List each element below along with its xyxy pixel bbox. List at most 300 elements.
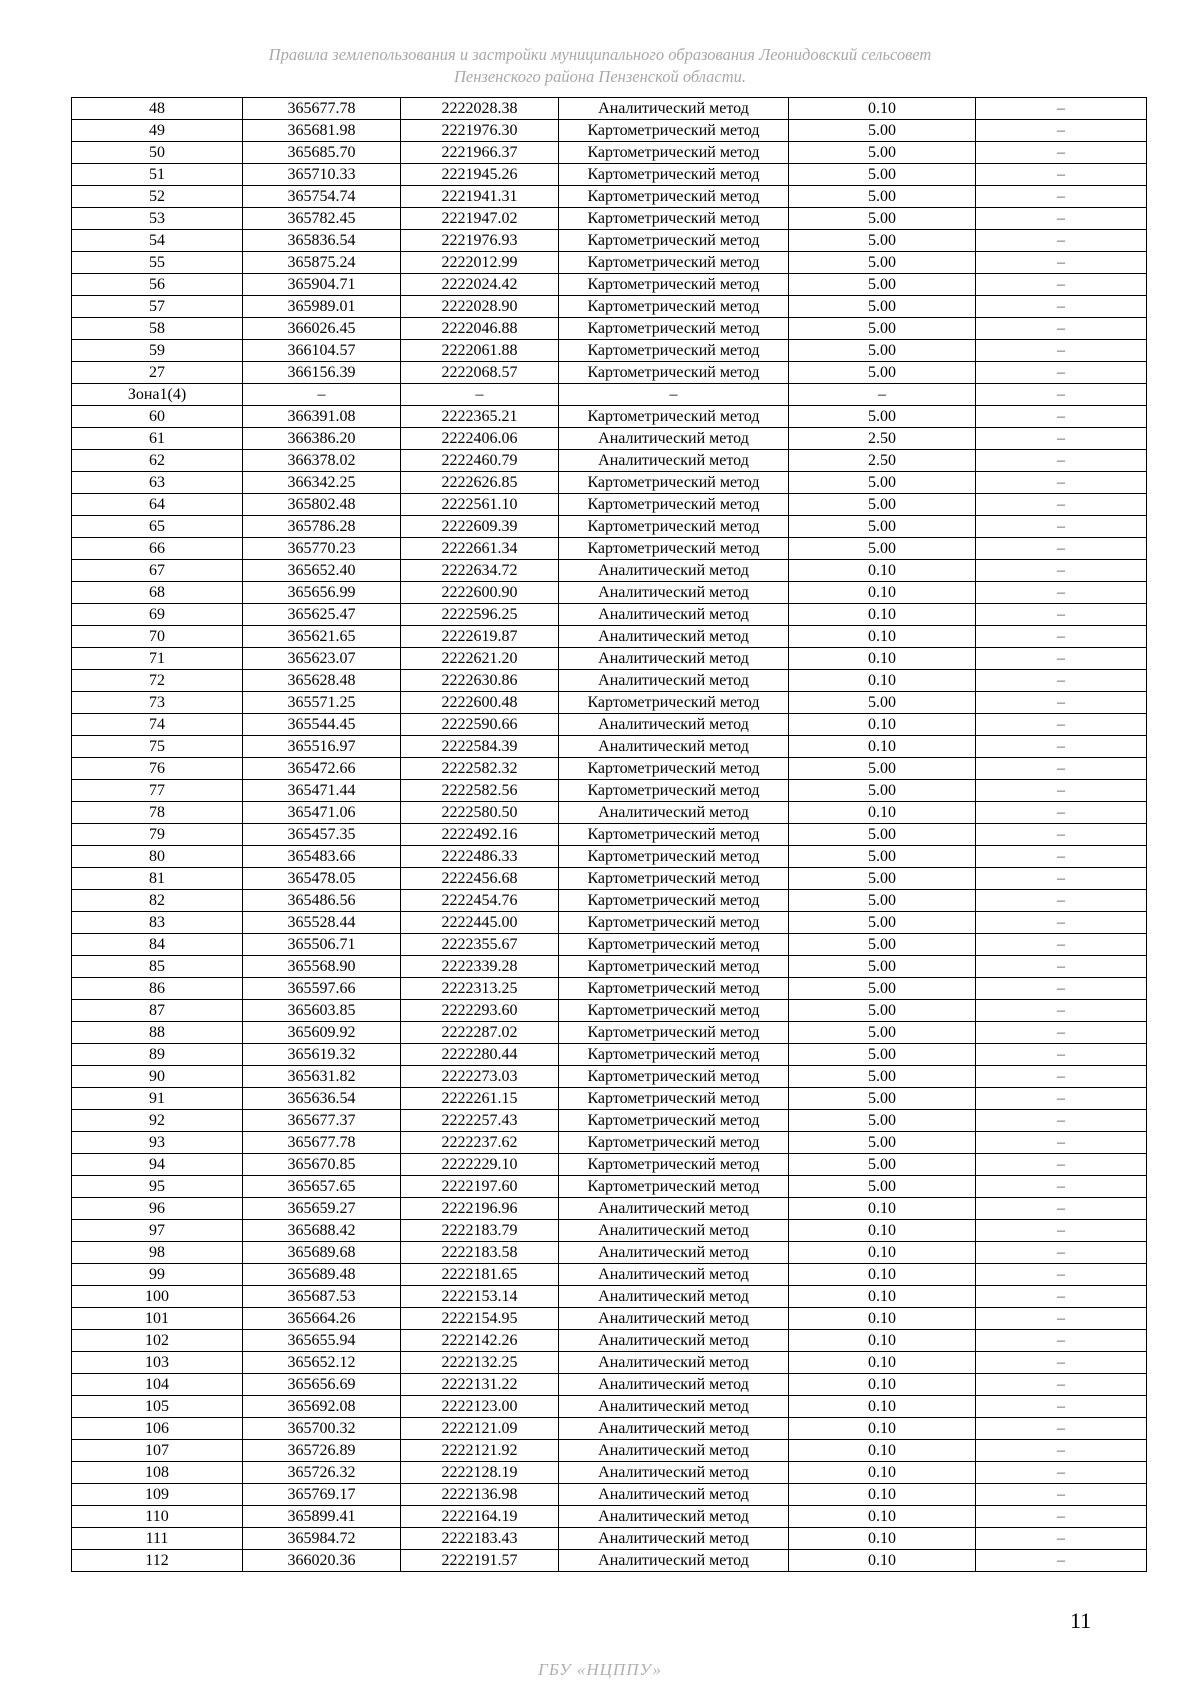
x-coordinate-cell: 365652.40: [243, 560, 401, 582]
point-id-cell: 57: [72, 296, 243, 318]
description-cell: –: [976, 164, 1147, 186]
x-coordinate-cell: 365899.41: [243, 1506, 401, 1528]
table-row: [72, 714, 1147, 736]
method-cell: Аналитический метод: [559, 1286, 789, 1308]
x-coordinate-cell: 365609.92: [243, 1022, 401, 1044]
method-cell: Аналитический метод: [559, 1550, 789, 1572]
method-cell: Аналитический метод: [559, 98, 789, 120]
description-cell: –: [976, 736, 1147, 758]
x-coordinate-cell: 365471.44: [243, 780, 401, 802]
table-row: [72, 1088, 1147, 1110]
y-coordinate-cell: 2222273.03: [401, 1066, 559, 1088]
x-coordinate-cell: 365623.07: [243, 648, 401, 670]
y-coordinate-cell: 2221966.37: [401, 142, 559, 164]
accuracy-cell: 5.00: [789, 1044, 976, 1066]
table-row: [72, 1462, 1147, 1484]
y-coordinate-cell: 2222600.90: [401, 582, 559, 604]
table-row: [72, 692, 1147, 714]
y-coordinate-cell: 2222061.88: [401, 340, 559, 362]
point-id-cell: 75: [72, 736, 243, 758]
x-coordinate-cell: 365655.94: [243, 1330, 401, 1352]
table-row: [72, 648, 1147, 670]
point-id-cell: 81: [72, 868, 243, 890]
y-coordinate-cell: 2222229.10: [401, 1154, 559, 1176]
accuracy-cell: 5.00: [789, 186, 976, 208]
description-cell: –: [976, 1044, 1147, 1066]
description-cell: –: [976, 296, 1147, 318]
description-cell: –: [976, 912, 1147, 934]
point-id-cell: 90: [72, 1066, 243, 1088]
accuracy-cell: 2.50: [789, 428, 976, 450]
x-coordinate-cell: 365802.48: [243, 494, 401, 516]
table-row: [72, 1066, 1147, 1088]
table-row: [72, 560, 1147, 582]
accuracy-cell: 5.00: [789, 1176, 976, 1198]
document-footer: ГБУ «НЦППУ»: [538, 1660, 662, 1679]
point-id-cell: 65: [72, 516, 243, 538]
method-cell: Аналитический метод: [559, 714, 789, 736]
x-coordinate-cell: 365619.32: [243, 1044, 401, 1066]
accuracy-cell: 0.10: [789, 1418, 976, 1440]
x-coordinate-cell: 366156.39: [243, 362, 401, 384]
description-cell: –: [976, 252, 1147, 274]
y-coordinate-cell: 2222293.60: [401, 1000, 559, 1022]
method-cell: Аналитический метод: [559, 582, 789, 604]
y-coordinate-cell: 2222661.34: [401, 538, 559, 560]
point-id-cell: 89: [72, 1044, 243, 1066]
method-cell: Картометрический метод: [559, 362, 789, 384]
table-row: [72, 1418, 1147, 1440]
y-coordinate-cell: 2222196.96: [401, 1198, 559, 1220]
point-id-cell: 96: [72, 1198, 243, 1220]
accuracy-cell: 0.10: [789, 736, 976, 758]
point-id-cell: 50: [72, 142, 243, 164]
coordinates-table: [71, 97, 1147, 1572]
table-row: [72, 1044, 1147, 1066]
x-coordinate-cell: 365471.06: [243, 802, 401, 824]
accuracy-cell: 0.10: [789, 582, 976, 604]
description-cell: –: [976, 1550, 1147, 1572]
point-id-cell: 86: [72, 978, 243, 1000]
y-coordinate-cell: 2222365.21: [401, 406, 559, 428]
point-id-cell: 110: [72, 1506, 243, 1528]
x-coordinate-cell: 365664.26: [243, 1308, 401, 1330]
description-cell: –: [976, 714, 1147, 736]
y-coordinate-cell: 2222237.62: [401, 1132, 559, 1154]
method-cell: Аналитический метод: [559, 1396, 789, 1418]
x-coordinate-cell: 365486.56: [243, 890, 401, 912]
accuracy-cell: 5.00: [789, 494, 976, 516]
table-row: [72, 318, 1147, 340]
y-coordinate-cell: 2221976.30: [401, 120, 559, 142]
x-coordinate-cell: 365688.42: [243, 1220, 401, 1242]
point-id-cell: 112: [72, 1550, 243, 1572]
method-cell: –: [559, 384, 789, 406]
table-row: [72, 890, 1147, 912]
document-header: [0, 44, 1200, 88]
method-cell: Картометрический метод: [559, 868, 789, 890]
description-cell: –: [976, 1528, 1147, 1550]
table-row: [72, 1242, 1147, 1264]
description-cell: –: [976, 340, 1147, 362]
y-coordinate-cell: 2222582.56: [401, 780, 559, 802]
y-coordinate-cell: 2222121.09: [401, 1418, 559, 1440]
accuracy-cell: 5.00: [789, 406, 976, 428]
accuracy-cell: 5.00: [789, 780, 976, 802]
method-cell: Аналитический метод: [559, 1374, 789, 1396]
accuracy-cell: 0.10: [789, 714, 976, 736]
description-cell: –: [976, 1066, 1147, 1088]
point-id-cell: 102: [72, 1330, 243, 1352]
description-cell: –: [976, 186, 1147, 208]
description-cell: –: [976, 582, 1147, 604]
method-cell: Картометрический метод: [559, 1000, 789, 1022]
method-cell: Картометрический метод: [559, 318, 789, 340]
x-coordinate-cell: 365989.01: [243, 296, 401, 318]
method-cell: Картометрический метод: [559, 1044, 789, 1066]
table-row: [72, 428, 1147, 450]
point-id-cell: 95: [72, 1176, 243, 1198]
x-coordinate-cell: 365457.35: [243, 824, 401, 846]
table-row: [72, 582, 1147, 604]
point-id-cell: 63: [72, 472, 243, 494]
method-cell: Аналитический метод: [559, 604, 789, 626]
description-cell: –: [976, 1154, 1147, 1176]
description-cell: –: [976, 1198, 1147, 1220]
x-coordinate-cell: –: [243, 384, 401, 406]
point-id-cell: 66: [72, 538, 243, 560]
y-coordinate-cell: 2222131.22: [401, 1374, 559, 1396]
description-cell: –: [976, 318, 1147, 340]
coordinates-table-body: [72, 98, 1147, 1572]
point-id-cell: 69: [72, 604, 243, 626]
method-cell: Аналитический метод: [559, 626, 789, 648]
table-row: [72, 362, 1147, 384]
point-id-cell: 82: [72, 890, 243, 912]
x-coordinate-cell: 365621.65: [243, 626, 401, 648]
y-coordinate-cell: 2222634.72: [401, 560, 559, 582]
method-cell: Картометрический метод: [559, 1132, 789, 1154]
x-coordinate-cell: 365836.54: [243, 230, 401, 252]
table-row: [72, 406, 1147, 428]
description-cell: –: [976, 538, 1147, 560]
method-cell: Картометрический метод: [559, 186, 789, 208]
x-coordinate-cell: 365700.32: [243, 1418, 401, 1440]
x-coordinate-cell: 365568.90: [243, 956, 401, 978]
x-coordinate-cell: 365726.89: [243, 1440, 401, 1462]
point-id-cell: 79: [72, 824, 243, 846]
y-coordinate-cell: 2222626.85: [401, 472, 559, 494]
method-cell: Аналитический метод: [559, 1220, 789, 1242]
point-id-cell: 73: [72, 692, 243, 714]
x-coordinate-cell: 365472.66: [243, 758, 401, 780]
point-id-cell: 76: [72, 758, 243, 780]
y-coordinate-cell: 2221945.26: [401, 164, 559, 186]
y-coordinate-cell: 2222580.50: [401, 802, 559, 824]
x-coordinate-cell: 365659.27: [243, 1198, 401, 1220]
method-cell: Аналитический метод: [559, 648, 789, 670]
y-coordinate-cell: 2222136.98: [401, 1484, 559, 1506]
y-coordinate-cell: 2222046.88: [401, 318, 559, 340]
point-id-cell: 88: [72, 1022, 243, 1044]
method-cell: Аналитический метод: [559, 1330, 789, 1352]
x-coordinate-cell: 365625.47: [243, 604, 401, 626]
table-row: [72, 912, 1147, 934]
description-cell: –: [976, 824, 1147, 846]
accuracy-cell: 5.00: [789, 956, 976, 978]
method-cell: Картометрический метод: [559, 1066, 789, 1088]
point-id-cell: 64: [72, 494, 243, 516]
method-cell: Картометрический метод: [559, 142, 789, 164]
accuracy-cell: 5.00: [789, 120, 976, 142]
accuracy-cell: 5.00: [789, 846, 976, 868]
header-line-2: Пензенского района Пензенской области.: [454, 67, 746, 86]
x-coordinate-cell: 365636.54: [243, 1088, 401, 1110]
method-cell: Картометрический метод: [559, 1110, 789, 1132]
method-cell: Картометрический метод: [559, 472, 789, 494]
accuracy-cell: 5.00: [789, 340, 976, 362]
method-cell: Аналитический метод: [559, 1462, 789, 1484]
method-cell: Картометрический метод: [559, 978, 789, 1000]
method-cell: Картометрический метод: [559, 516, 789, 538]
table-row: [72, 736, 1147, 758]
accuracy-cell: 5.00: [789, 1022, 976, 1044]
x-coordinate-cell: 365544.45: [243, 714, 401, 736]
table-row: [72, 758, 1147, 780]
method-cell: Картометрический метод: [559, 934, 789, 956]
method-cell: Картометрический метод: [559, 340, 789, 362]
y-coordinate-cell: 2222181.65: [401, 1264, 559, 1286]
y-coordinate-cell: 2222164.19: [401, 1506, 559, 1528]
accuracy-cell: –: [789, 384, 976, 406]
method-cell: Картометрический метод: [559, 494, 789, 516]
table-row: [72, 164, 1147, 186]
x-coordinate-cell: 365875.24: [243, 252, 401, 274]
method-cell: Картометрический метод: [559, 956, 789, 978]
point-id-cell: 111: [72, 1528, 243, 1550]
x-coordinate-cell: 365656.99: [243, 582, 401, 604]
y-coordinate-cell: 2222406.06: [401, 428, 559, 450]
description-cell: –: [976, 780, 1147, 802]
description-cell: –: [976, 1374, 1147, 1396]
y-coordinate-cell: 2222621.20: [401, 648, 559, 670]
description-cell: –: [976, 1132, 1147, 1154]
accuracy-cell: 5.00: [789, 890, 976, 912]
accuracy-cell: 0.10: [789, 1462, 976, 1484]
table-row: [72, 956, 1147, 978]
table-row: [72, 604, 1147, 626]
description-cell: –: [976, 1330, 1147, 1352]
method-cell: Аналитический метод: [559, 1308, 789, 1330]
point-id-cell: 85: [72, 956, 243, 978]
y-coordinate-cell: 2222492.16: [401, 824, 559, 846]
x-coordinate-cell: 365681.98: [243, 120, 401, 142]
accuracy-cell: 0.10: [789, 1308, 976, 1330]
x-coordinate-cell: 366104.57: [243, 340, 401, 362]
x-coordinate-cell: 365710.33: [243, 164, 401, 186]
x-coordinate-cell: 365685.70: [243, 142, 401, 164]
y-coordinate-cell: 2222028.38: [401, 98, 559, 120]
table-row: [72, 1550, 1147, 1572]
y-coordinate-cell: 2222619.87: [401, 626, 559, 648]
x-coordinate-cell: 365597.66: [243, 978, 401, 1000]
point-id-cell: Зона1(4): [72, 384, 243, 406]
x-coordinate-cell: 365657.65: [243, 1176, 401, 1198]
description-cell: –: [976, 274, 1147, 296]
accuracy-cell: 5.00: [789, 142, 976, 164]
method-cell: Картометрический метод: [559, 274, 789, 296]
x-coordinate-cell: 365770.23: [243, 538, 401, 560]
y-coordinate-cell: 2222183.58: [401, 1242, 559, 1264]
page-number: 11: [1070, 1608, 1092, 1633]
point-id-cell: 103: [72, 1352, 243, 1374]
table-row: [72, 802, 1147, 824]
x-coordinate-cell: 365904.71: [243, 274, 401, 296]
description-cell: –: [976, 560, 1147, 582]
accuracy-cell: 0.10: [789, 1264, 976, 1286]
method-cell: Картометрический метод: [559, 1154, 789, 1176]
point-id-cell: 51: [72, 164, 243, 186]
table-row: [72, 1506, 1147, 1528]
accuracy-cell: 5.00: [789, 1132, 976, 1154]
accuracy-cell: 5.00: [789, 692, 976, 714]
x-coordinate-cell: 365516.97: [243, 736, 401, 758]
description-cell: –: [976, 846, 1147, 868]
accuracy-cell: 0.10: [789, 1220, 976, 1242]
description-cell: –: [976, 1264, 1147, 1286]
table-row: [72, 340, 1147, 362]
accuracy-cell: 0.10: [789, 648, 976, 670]
y-coordinate-cell: –: [401, 384, 559, 406]
y-coordinate-cell: 2222561.10: [401, 494, 559, 516]
method-cell: Картометрический метод: [559, 252, 789, 274]
table-row: [72, 98, 1147, 120]
method-cell: Картометрический метод: [559, 912, 789, 934]
point-id-cell: 58: [72, 318, 243, 340]
description-cell: –: [976, 230, 1147, 252]
method-cell: Аналитический метод: [559, 1352, 789, 1374]
accuracy-cell: 5.00: [789, 1088, 976, 1110]
y-coordinate-cell: 2222609.39: [401, 516, 559, 538]
method-cell: Картометрический метод: [559, 1022, 789, 1044]
accuracy-cell: 0.10: [789, 1330, 976, 1352]
y-coordinate-cell: 2222596.25: [401, 604, 559, 626]
accuracy-cell: 5.00: [789, 538, 976, 560]
x-coordinate-cell: 365571.25: [243, 692, 401, 714]
description-cell: –: [976, 120, 1147, 142]
y-coordinate-cell: 2222590.66: [401, 714, 559, 736]
accuracy-cell: 5.00: [789, 912, 976, 934]
description-cell: –: [976, 692, 1147, 714]
table-row: [72, 538, 1147, 560]
x-coordinate-cell: 366378.02: [243, 450, 401, 472]
y-coordinate-cell: 2222121.92: [401, 1440, 559, 1462]
y-coordinate-cell: 2222028.90: [401, 296, 559, 318]
accuracy-cell: 0.10: [789, 1374, 976, 1396]
y-coordinate-cell: 2221976.93: [401, 230, 559, 252]
header-line-1: Правила землепользования и застройки муниципального образования Леонидовский сельсовет: [268, 45, 932, 64]
point-id-cell: 105: [72, 1396, 243, 1418]
table-row: [72, 494, 1147, 516]
table-row: [72, 1286, 1147, 1308]
method-cell: Аналитический метод: [559, 1484, 789, 1506]
point-id-cell: 87: [72, 1000, 243, 1022]
x-coordinate-cell: 366020.36: [243, 1550, 401, 1572]
table-row: [72, 824, 1147, 846]
table-row: [72, 626, 1147, 648]
point-id-cell: 100: [72, 1286, 243, 1308]
description-cell: –: [976, 978, 1147, 1000]
method-cell: Картометрический метод: [559, 692, 789, 714]
y-coordinate-cell: 2222257.43: [401, 1110, 559, 1132]
accuracy-cell: 0.10: [789, 1440, 976, 1462]
y-coordinate-cell: 2222454.76: [401, 890, 559, 912]
method-cell: Аналитический метод: [559, 736, 789, 758]
description-cell: –: [976, 670, 1147, 692]
x-coordinate-cell: 365984.72: [243, 1528, 401, 1550]
x-coordinate-cell: 365689.48: [243, 1264, 401, 1286]
x-coordinate-cell: 365628.48: [243, 670, 401, 692]
table-row: [72, 1484, 1147, 1506]
accuracy-cell: 5.00: [789, 758, 976, 780]
description-cell: –: [976, 1506, 1147, 1528]
table-row: [72, 1330, 1147, 1352]
x-coordinate-cell: 365689.68: [243, 1242, 401, 1264]
point-id-cell: 108: [72, 1462, 243, 1484]
point-id-cell: 54: [72, 230, 243, 252]
y-coordinate-cell: 2222355.67: [401, 934, 559, 956]
table-row: [72, 1154, 1147, 1176]
point-id-cell: 68: [72, 582, 243, 604]
x-coordinate-cell: 365603.85: [243, 1000, 401, 1022]
y-coordinate-cell: 2222183.79: [401, 1220, 559, 1242]
description-cell: –: [976, 1176, 1147, 1198]
method-cell: Аналитический метод: [559, 802, 789, 824]
method-cell: Картометрический метод: [559, 890, 789, 912]
description-cell: –: [976, 956, 1147, 978]
description-cell: –: [976, 1308, 1147, 1330]
description-cell: –: [976, 1022, 1147, 1044]
point-id-cell: 109: [72, 1484, 243, 1506]
x-coordinate-cell: 366391.08: [243, 406, 401, 428]
description-cell: –: [976, 1286, 1147, 1308]
y-coordinate-cell: 2222584.39: [401, 736, 559, 758]
table-row: [72, 868, 1147, 890]
description-cell: –: [976, 648, 1147, 670]
description-cell: –: [976, 450, 1147, 472]
table-row: [72, 296, 1147, 318]
description-cell: –: [976, 472, 1147, 494]
point-id-cell: 106: [72, 1418, 243, 1440]
y-coordinate-cell: 2222197.60: [401, 1176, 559, 1198]
x-coordinate-cell: 365769.17: [243, 1484, 401, 1506]
method-cell: Аналитический метод: [559, 450, 789, 472]
description-cell: –: [976, 1088, 1147, 1110]
table-row: [72, 1352, 1147, 1374]
method-cell: Аналитический метод: [559, 1506, 789, 1528]
y-coordinate-cell: 2222313.25: [401, 978, 559, 1000]
method-cell: Картометрический метод: [559, 230, 789, 252]
point-id-cell: 62: [72, 450, 243, 472]
method-cell: Картометрический метод: [559, 120, 789, 142]
description-cell: –: [976, 406, 1147, 428]
point-id-cell: 80: [72, 846, 243, 868]
accuracy-cell: 0.10: [789, 670, 976, 692]
point-id-cell: 98: [72, 1242, 243, 1264]
accuracy-cell: 5.00: [789, 252, 976, 274]
table-row: [72, 274, 1147, 296]
point-id-cell: 60: [72, 406, 243, 428]
